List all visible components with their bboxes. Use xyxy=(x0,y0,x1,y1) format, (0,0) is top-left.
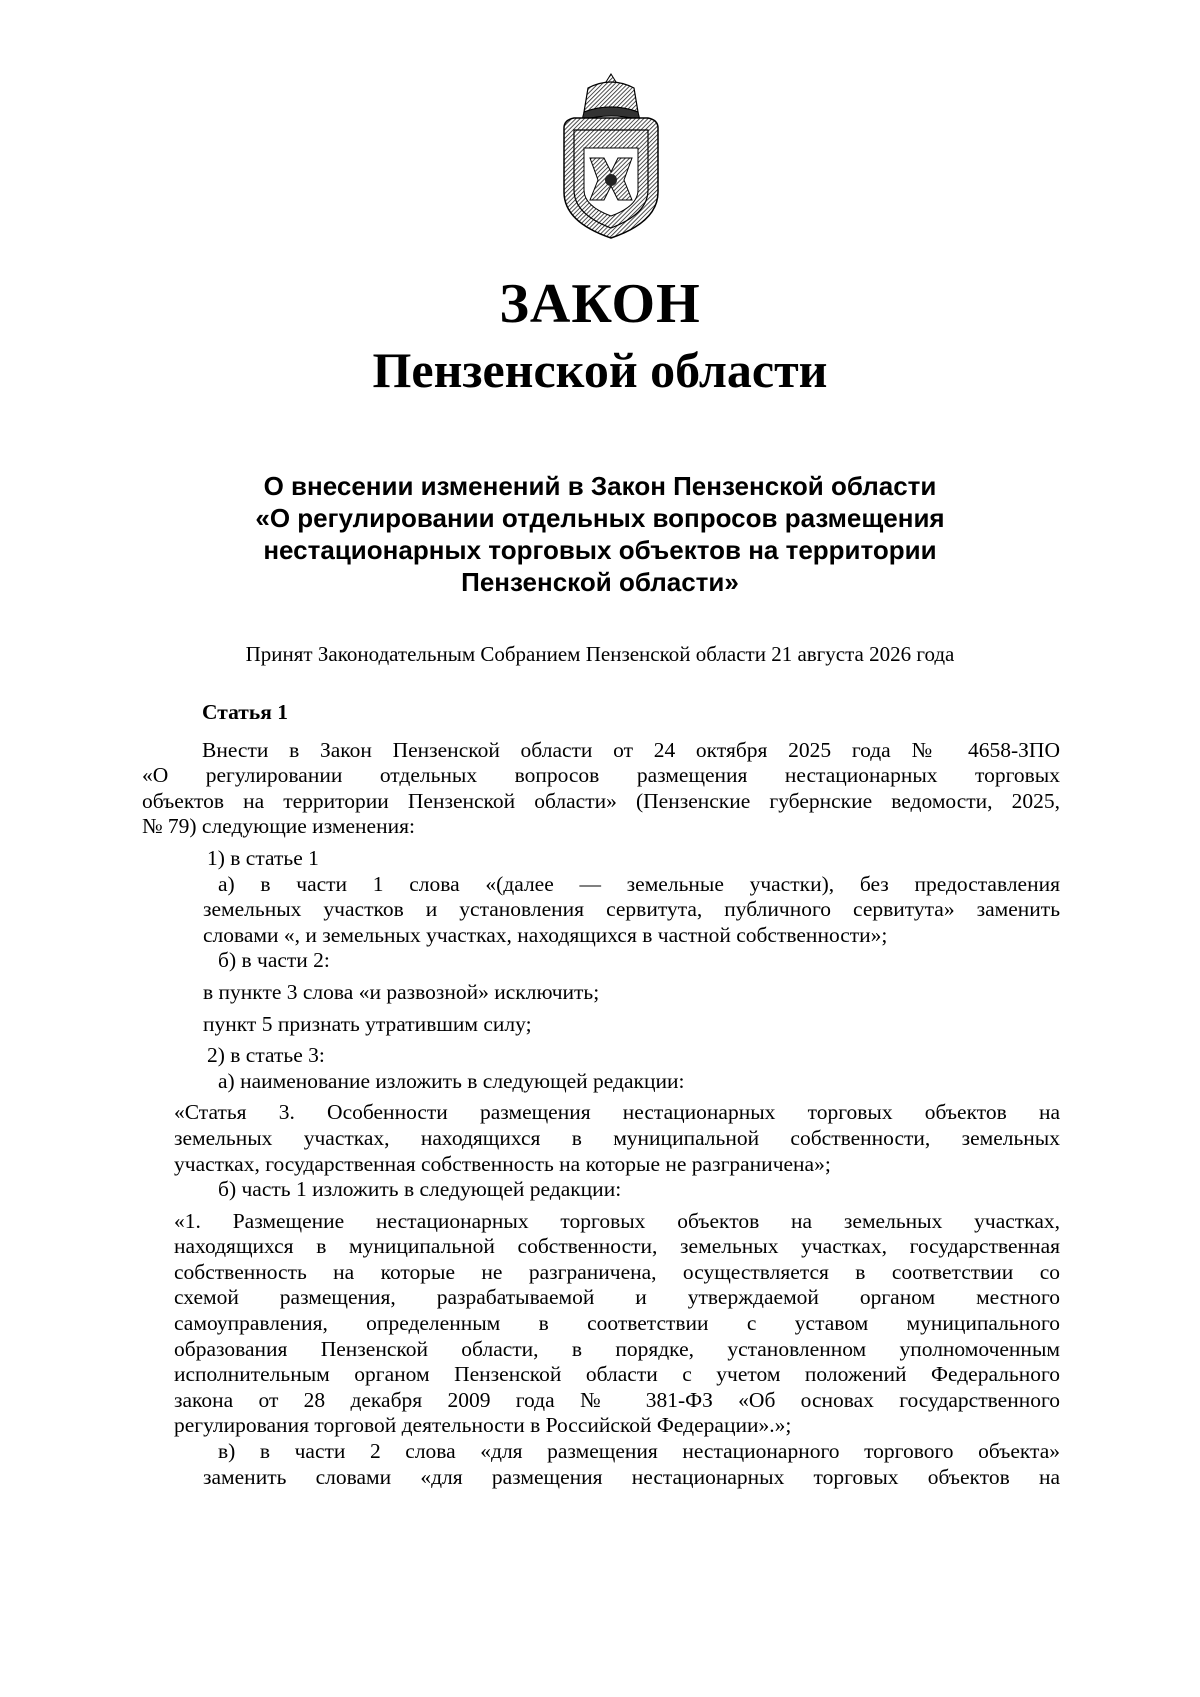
text-line: земельных участках, находящихся в муниципальной собственности, земельных xyxy=(174,1125,1060,1150)
text-line: словами «, и земельных участках, находящихся в частной собственности»; xyxy=(203,922,888,947)
subject-line: Пензенской области» xyxy=(461,567,739,597)
adoption-note: Принят Законодательным Собранием Пензенской области 21 августа 2026 года xyxy=(245,642,955,666)
text-line: «Статья 3. Особенности размещения нестационарных торговых объектов на xyxy=(174,1100,1060,1125)
item-2-a: а) наименование изложить в следующей редакции: xyxy=(218,1068,685,1093)
article-intro xyxy=(142,738,1060,840)
item-1: 1) в статье 1 xyxy=(207,845,319,870)
text-line: исполнительным органом Пензенской области с учетом положений Федерального xyxy=(174,1362,1060,1387)
text-line: закона от 28 декабря 2009 года № 381-ФЗ «Об основах государственного xyxy=(174,1387,1060,1412)
item-2-b-text xyxy=(142,1209,1060,1439)
item-1-a xyxy=(142,872,1060,949)
text-line: «1. Размещение нестационарных торговых объектов на земельных участках, xyxy=(174,1208,1060,1233)
text-line: земельных участков и установления сервитута, публичного сервитута» заменить xyxy=(203,897,1060,922)
subject-line: «О регулировании отдельных вопросов размещения xyxy=(255,503,945,533)
text-line: объектов на территории Пензенской области» (Пензенские губернские ведомости, 2025, xyxy=(142,788,1060,813)
item-2: 2) в статье 3: xyxy=(207,1043,325,1068)
subject-line: нестационарных торговых объектов на территории xyxy=(263,535,937,565)
coat-of-arms-icon xyxy=(554,72,668,242)
text-line: участках, государственная собственность на которые не разграничена»; xyxy=(174,1151,831,1176)
text-line: схемой размещения, разрабатываемой и утверждаемой органом местного xyxy=(174,1285,1060,1310)
text-line: Внести в Закон Пензенской области от 24 октября 2025 года № 4658-ЗПО xyxy=(202,737,1060,762)
subject-line: О внесении изменений в Закон Пензенской области xyxy=(263,471,937,501)
text-line: находящихся в муниципальной собственности, земельных участках, государственная xyxy=(174,1234,1060,1259)
article-heading: Статья 1 xyxy=(202,700,288,724)
law-region-title: Пензенской области xyxy=(372,342,828,398)
item-2-c xyxy=(142,1439,1060,1490)
text-line: заменить словами «для размещения нестационарных торговых объектов на xyxy=(203,1464,1060,1489)
text-line: в) в части 2 слова «для размещения нестационарного торгового объекта» xyxy=(218,1439,1060,1464)
law-title: ЗАКОН xyxy=(499,273,701,335)
text-line: а) в части 1 слова «(далее — земельные участки), без предоставления xyxy=(218,871,1060,896)
item-1-b: б) в части 2: xyxy=(218,948,330,973)
text-line: собственность на которые не разграничена, осуществляется в соответствии со xyxy=(174,1259,1060,1284)
text-line: самоуправления, определенным в соответствии с уставом муниципального xyxy=(174,1311,1060,1336)
item-1-b-point-3: в пункте 3 слова «и развозной» исключить; xyxy=(203,979,600,1004)
text-line: № 79) следующие изменения: xyxy=(142,814,415,839)
item-1-b-point-5: пункт 5 признать утратившим силу; xyxy=(203,1011,532,1036)
text-line: образования Пензенской области, в порядке, установленном уполномоченным xyxy=(174,1336,1060,1361)
law-subject xyxy=(140,470,1060,598)
item-2-a-text xyxy=(142,1100,1060,1177)
text-line: регулирования торговой деятельности в Российской Федерации».»; xyxy=(174,1413,792,1438)
article-body xyxy=(142,700,1060,1490)
item-2-b: б) часть 1 изложить в следующей редакции: xyxy=(218,1177,622,1202)
text-line: «О регулировании отдельных вопросов размещения нестационарных торговых xyxy=(142,763,1060,788)
